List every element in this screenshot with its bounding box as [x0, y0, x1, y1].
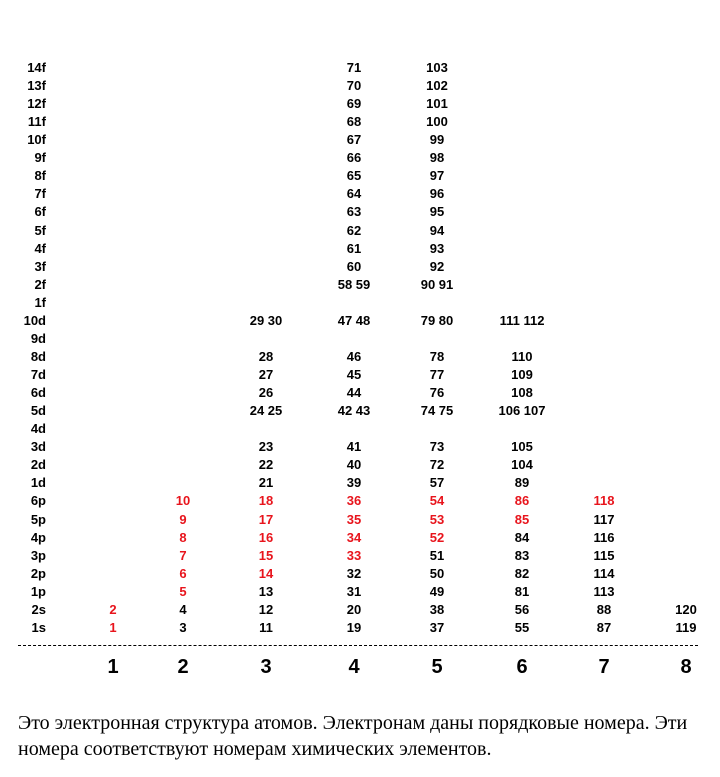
electron-number: 100 — [426, 114, 448, 130]
level-label-5d: 5d — [30, 403, 46, 419]
level-label-10d: 10d — [23, 312, 46, 328]
electron-number: 20 — [346, 601, 362, 617]
level-label-8d: 8d — [30, 348, 46, 364]
electron-number: 69 — [346, 96, 362, 112]
level-label-13f: 13f — [27, 78, 46, 94]
electron-number: 103 — [426, 60, 448, 75]
electron-number: 110 — [511, 348, 533, 364]
electron-number: 93 — [429, 240, 445, 256]
electron-number: 114 — [593, 565, 615, 581]
column-number-2: 2 — [177, 656, 189, 678]
electron-number: 66 — [346, 150, 362, 166]
electron-number: 26 — [258, 385, 274, 401]
electron-number: 17 — [258, 511, 274, 527]
column-number-3: 3 — [260, 656, 272, 678]
electron-number: 63 — [346, 204, 362, 220]
electron-number: 4 — [179, 601, 187, 617]
level-label-4p: 4p — [30, 529, 46, 545]
electron-number: 55 — [514, 619, 530, 635]
electron-number: 78 — [429, 348, 445, 364]
electron-number: 115 — [593, 547, 615, 563]
electron-number: 119 — [675, 619, 697, 635]
electron-number: 39 — [346, 475, 362, 491]
electron-number: 49 — [429, 583, 445, 599]
electron-number: 9 — [179, 511, 187, 527]
electron-number: 36 — [346, 493, 362, 509]
electron-number: 88 — [596, 601, 612, 617]
electron-number: 11 — [259, 619, 273, 635]
electron-number: 19 — [346, 619, 362, 635]
level-label-7f: 7f — [34, 186, 46, 202]
level-label-4f: 4f — [34, 240, 46, 256]
electron-number: 38 — [429, 601, 445, 617]
electron-number: 3 — [179, 619, 187, 635]
electron-number: 46 — [346, 348, 362, 364]
electron-number: 118 — [593, 493, 615, 509]
electron-number: 71 — [346, 60, 362, 75]
column-number-5: 5 — [431, 656, 443, 678]
electron-number: 106 107 — [498, 403, 546, 419]
electron-number: 113 — [593, 583, 615, 599]
electron-number: 90 91 — [420, 276, 454, 292]
electron-number: 40 — [346, 457, 362, 473]
electron-number: 82 — [514, 565, 530, 581]
level-label-12f: 12f — [27, 96, 46, 112]
electron-number: 65 — [346, 168, 362, 184]
electron-number: 116 — [593, 529, 615, 545]
electron-number: 47 48 — [337, 312, 371, 328]
electron-number: 60 — [346, 258, 362, 274]
electron-number: 13 — [258, 583, 274, 599]
electron-number: 27 — [258, 367, 274, 383]
electron-number: 87 — [596, 619, 612, 635]
electron-number: 99 — [429, 132, 445, 148]
column-number-8: 8 — [680, 656, 692, 678]
caption-text: Это электронная структура атомов. Электронам даны порядковые номера. Эти номера соответствуют номерам химических элементов. — [18, 712, 688, 760]
electron-number: 14 — [258, 565, 274, 581]
electron-number: 16 — [258, 529, 274, 545]
electron-number: 79 80 — [420, 312, 454, 328]
electron-number: 84 — [514, 529, 530, 545]
electron-number: 24 25 — [249, 403, 283, 419]
electron-number: 83 — [514, 547, 530, 563]
electron-number: 120 — [675, 601, 697, 617]
level-label-9d: 9d — [30, 330, 46, 346]
electron-number: 108 — [511, 385, 533, 401]
electron-number: 21 — [258, 475, 274, 491]
electron-number: 35 — [346, 511, 362, 527]
level-label-6d: 6d — [30, 385, 46, 401]
level-label-1p: 1p — [30, 583, 46, 599]
level-label-14f: 14f — [27, 60, 46, 75]
electron-number: 29 30 — [249, 312, 283, 328]
column-number-1: 1 — [107, 656, 119, 678]
electron-number: 53 — [429, 511, 445, 527]
electron-number: 57 — [429, 475, 445, 491]
electron-number: 111 112 — [499, 312, 545, 328]
level-label-1f: 1f — [34, 294, 46, 310]
electron-number: 5 — [179, 583, 187, 599]
level-label-10f: 10f — [27, 132, 46, 148]
column-number-6: 6 — [516, 656, 528, 678]
level-label-6f: 6f — [34, 204, 46, 220]
electron-number: 67 — [346, 132, 362, 148]
electron-number: 68 — [346, 114, 362, 130]
electron-number: 86 — [514, 493, 530, 509]
electron-number: 101 — [426, 96, 448, 112]
level-label-2f: 2f — [34, 276, 46, 292]
electron-number: 94 — [429, 222, 445, 238]
electron-number: 34 — [346, 529, 362, 545]
electron-number: 33 — [346, 547, 362, 563]
electron-number: 61 — [346, 240, 362, 256]
electron-number: 22 — [258, 457, 274, 473]
level-label-6p: 6p — [30, 493, 46, 509]
electron-number: 1 — [109, 619, 117, 635]
electron-number: 89 — [514, 475, 530, 491]
electron-number: 45 — [346, 367, 362, 383]
electron-number: 105 — [511, 439, 533, 455]
electron-number: 102 — [426, 78, 448, 94]
electron-number: 18 — [258, 493, 274, 509]
level-label-4d: 4d — [30, 421, 46, 437]
electron-number: 56 — [514, 601, 530, 617]
electron-number: 31 — [346, 583, 362, 599]
level-label-2s: 2s — [31, 601, 46, 617]
dashed-divider — [18, 645, 698, 646]
column-number-7: 7 — [598, 656, 610, 678]
electron-number: 37 — [429, 619, 445, 635]
electron-number: 73 — [429, 439, 445, 455]
level-label-1s: 1s — [31, 619, 46, 635]
electron-number: 52 — [429, 529, 445, 545]
electron-number: 10 — [175, 493, 191, 509]
level-label-3p: 3p — [30, 547, 46, 563]
electron-number: 96 — [429, 186, 445, 202]
electron-number: 12 — [258, 601, 274, 617]
electron-number: 50 — [429, 565, 445, 581]
level-label-11f: 11f — [27, 114, 46, 130]
electron-number: 54 — [429, 493, 445, 509]
electron-number: 97 — [429, 168, 445, 184]
electron-number: 95 — [429, 204, 445, 220]
electron-number: 81 — [514, 583, 530, 599]
level-label-3f: 3f — [34, 258, 46, 274]
electron-number: 76 — [429, 385, 445, 401]
electron-number: 7 — [179, 547, 187, 563]
electron-number: 109 — [511, 367, 533, 383]
electron-number: 58 59 — [337, 276, 371, 292]
level-label-2d: 2d — [30, 457, 46, 473]
electron-number: 51 — [429, 547, 445, 563]
electron-number: 8 — [179, 529, 187, 545]
electron-number: 74 75 — [420, 403, 454, 419]
column-number-4: 4 — [348, 656, 360, 678]
electron-number: 2 — [109, 601, 117, 617]
electron-number: 92 — [429, 258, 445, 274]
electron-number: 42 43 — [337, 403, 371, 419]
electron-number: 77 — [429, 367, 445, 383]
level-label-2p: 2p — [30, 565, 46, 581]
electron-number: 72 — [429, 457, 445, 473]
level-label-1d: 1d — [30, 475, 46, 491]
electron-number: 62 — [346, 222, 362, 238]
electron-number: 64 — [346, 186, 362, 202]
electron-number: 117 — [593, 511, 615, 527]
level-label-7d: 7d — [30, 367, 46, 383]
electron-number: 44 — [346, 385, 362, 401]
electron-number: 6 — [179, 565, 187, 581]
level-label-5p: 5p — [30, 511, 46, 527]
electron-number: 104 — [511, 457, 533, 473]
level-label-8f: 8f — [34, 168, 46, 184]
level-label-3d: 3d — [30, 439, 46, 455]
level-label-5f: 5f — [34, 222, 46, 238]
electron-number: 98 — [429, 150, 445, 166]
electron-number: 15 — [258, 547, 274, 563]
electron-number: 23 — [258, 439, 274, 455]
electron-number: 70 — [346, 78, 362, 94]
electron-number: 85 — [514, 511, 530, 527]
level-label-9f: 9f — [34, 150, 46, 166]
electron-number: 28 — [258, 348, 274, 364]
electron-number: 32 — [346, 565, 362, 581]
electron-number: 41 — [346, 439, 362, 455]
